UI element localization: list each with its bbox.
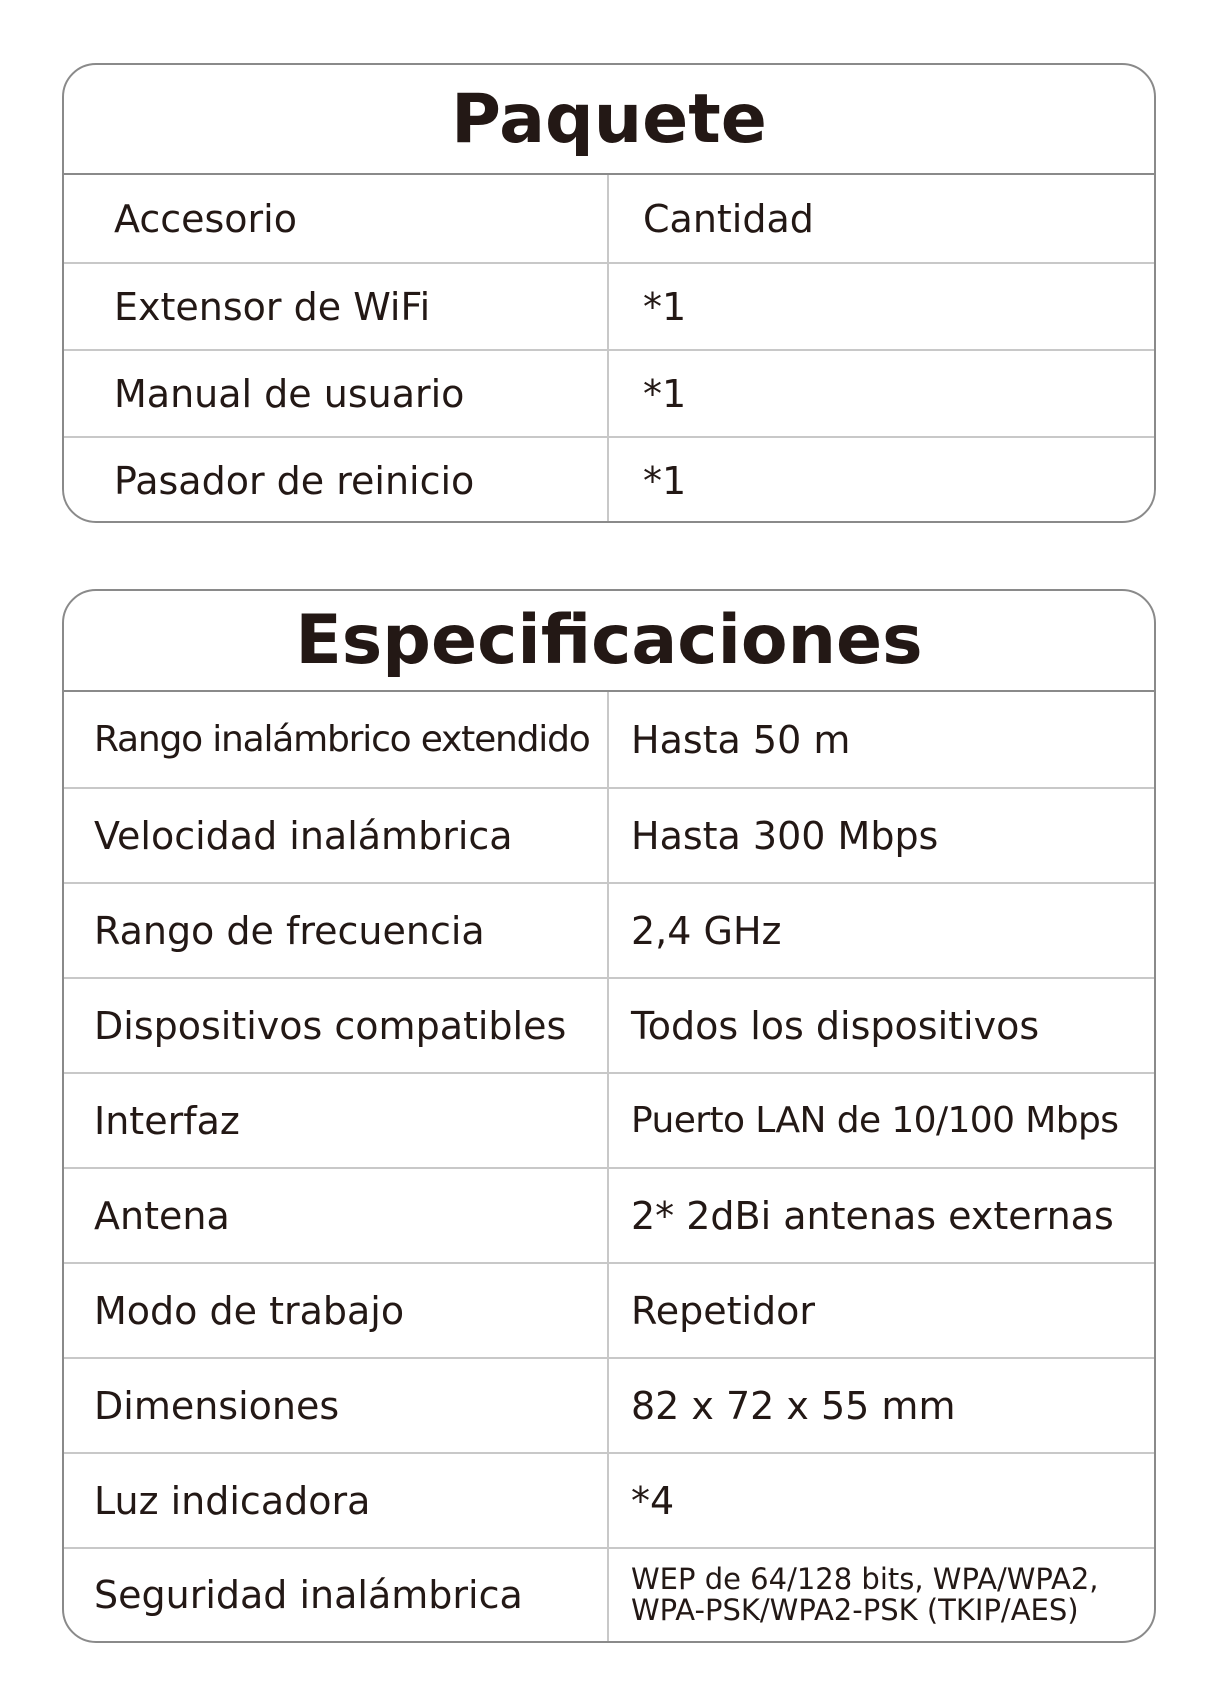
specs-title: Especificaciones (64, 591, 1154, 692)
spec-label: Seguridad inalámbrica (64, 1549, 609, 1641)
spec-value: 2* 2dBi antenas externas (631, 1193, 1114, 1238)
package-qty: *1 (643, 284, 687, 329)
specifications-table (62, 589, 1156, 1643)
spec-label: Velocidad inalámbrica (64, 789, 609, 882)
package-item: Pasador de reinicio (64, 438, 609, 523)
package-qty: *1 (643, 371, 687, 416)
spec-value: Todos los dispositivos (631, 1003, 1040, 1048)
table-row (64, 349, 1154, 436)
spec-label: Interfaz (64, 1074, 609, 1167)
spec-value: Hasta 300 Mbps (631, 813, 939, 858)
package-table (62, 63, 1156, 523)
spec-value: Puerto LAN de 10/100 Mbps (631, 1100, 1119, 1141)
spec-label: Luz indicadora (64, 1454, 609, 1547)
table-row (64, 1072, 1154, 1167)
spec-label: Antena (64, 1169, 609, 1262)
table-row (64, 436, 1154, 523)
table-row (64, 882, 1154, 977)
package-qty: *1 (643, 458, 687, 503)
spec-label: Rango inalámbrico extendido (64, 692, 609, 787)
package-header-item: Accesorio (64, 175, 609, 262)
spec-value: 82 x 72 x 55 mm (631, 1383, 956, 1428)
table-row (64, 1452, 1154, 1547)
table-row (64, 262, 1154, 349)
table-row (64, 692, 1154, 787)
package-title: Paquete (64, 65, 1154, 175)
spec-value: Hasta 50 m (631, 717, 851, 762)
table-row (64, 1167, 1154, 1262)
spec-label: Dimensiones (64, 1359, 609, 1452)
spec-label: Rango de frecuencia (64, 884, 609, 977)
spec-value: 2,4 GHz (631, 908, 782, 953)
spec-value: WEP de 64/128 bits, WPA/WPA2, WPA-PSK/WPA2-PSK (TKIP/AES) (631, 1562, 1099, 1627)
package-header-qty: Cantidad (643, 196, 814, 241)
spec-label: Dispositivos compatibles (64, 979, 609, 1072)
table-row (64, 977, 1154, 1072)
spec-label: Modo de trabajo (64, 1264, 609, 1357)
spec-value: *4 (631, 1478, 675, 1523)
table-row (64, 787, 1154, 882)
table-row (64, 1547, 1154, 1641)
table-row (64, 175, 1154, 262)
table-row (64, 1262, 1154, 1357)
package-item: Manual de usuario (64, 351, 609, 436)
package-item: Extensor de WiFi (64, 264, 609, 349)
table-row (64, 1357, 1154, 1452)
spec-value: Repetidor (631, 1288, 816, 1333)
